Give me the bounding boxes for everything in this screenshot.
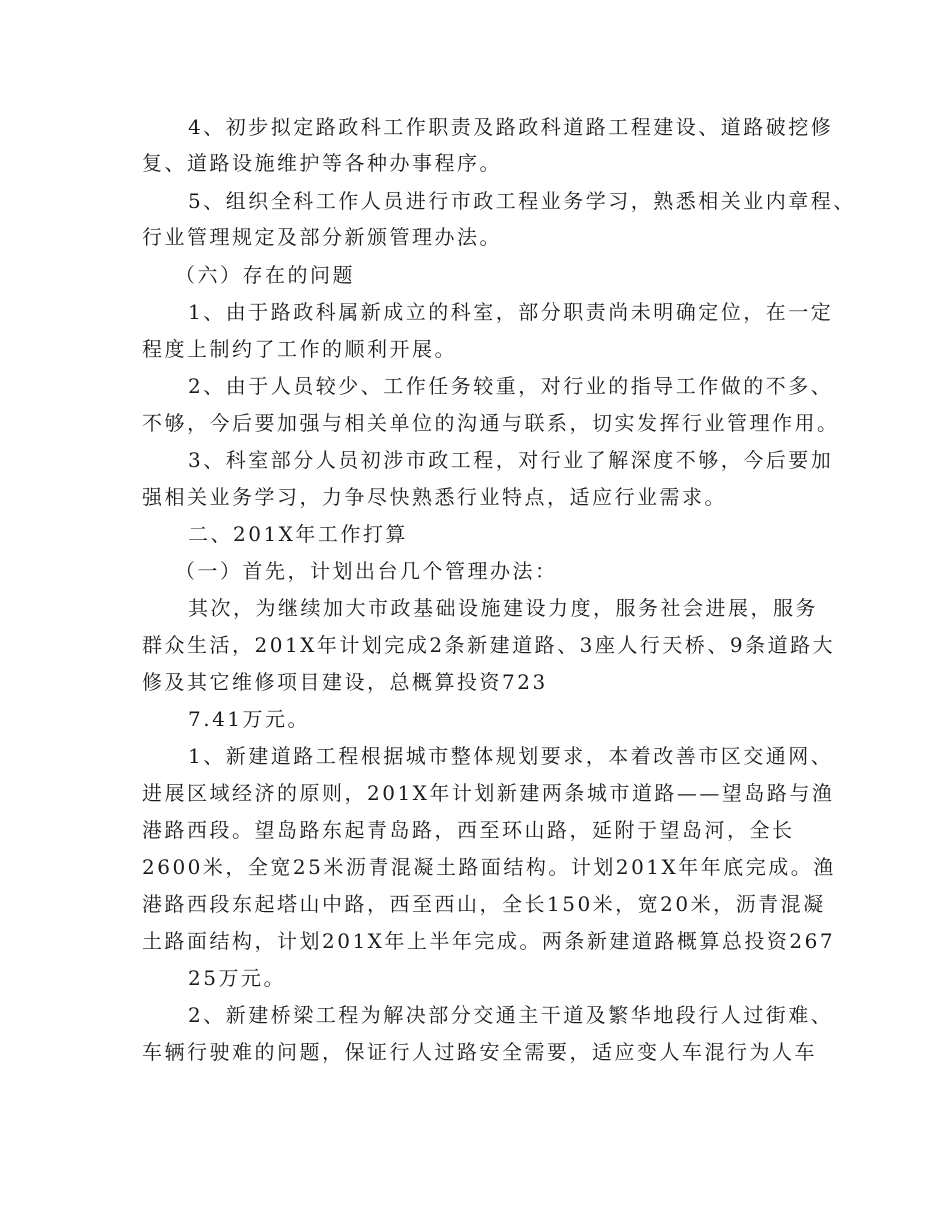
text-line: 2、新建桥梁工程为解决部分交通主干道及繁华地段行人过街难、 (188, 1003, 834, 1027)
text-line: 复、道路设施维护等各种办事程序。 (142, 151, 502, 175)
text-line: 程度上制约了工作的顺利开展。 (142, 337, 457, 361)
text-line: 车辆行驶难的问题，保证行人过路安全需要，适应变人车混行为人车 (142, 1040, 817, 1064)
text-line: 不够，今后要加强与相关单位的沟通与联系，切实发挥行业管理作用。 (142, 411, 840, 435)
section-heading: （六）存在的问题 (175, 263, 355, 287)
text-line: 4、初步拟定路政科工作职责及路政科道路工程建设、道路破挖修 (188, 115, 834, 139)
text-line: 5、组织全科工作人员进行市政工程业务学习，熟悉相关业内章程、 (188, 189, 856, 213)
text-line: 强相关业务学习，力争尽快熟悉行业特点，适应行业需求。 (142, 485, 727, 509)
text-line: 修及其它维修项目建设，总概算投资723 (142, 670, 548, 694)
text-line: 群众生活，201X年计划完成2条新建道路、3座人行天桥、9条道路大 (142, 633, 836, 657)
text-line: 土路面结构，计划201X年上半年完成。两条新建道路概算总投资267 (142, 929, 836, 953)
text-line: 行业管理规定及部分新颁管理办法。 (142, 225, 502, 249)
text-line: 25万元。 (188, 966, 286, 990)
text-line: 2600米，全宽25米沥青混凝土路面结构。计划201X年年底完成。渔 (142, 855, 836, 879)
text-line: 3、科室部分人员初涉市政工程，对行业了解深度不够，今后要加 (188, 448, 834, 472)
text-line: 1、由于路政科属新成立的科室，部分职责尚未明确定位，在一定 (188, 300, 834, 324)
text-line: 其次，为继续加大市政基础设施建设力度，服务社会进展，服务 (188, 596, 818, 620)
section-heading: （一）首先，计划出台几个管理办法： (175, 559, 558, 583)
text-line: 港路西段东起塔山中路，西至西山，全长150米，宽20米，沥青混凝 (142, 892, 826, 916)
section-heading: 二、201X年工作打算 (188, 522, 408, 546)
text-line: 7.41万元。 (188, 707, 311, 731)
text-line: 进展区域经济的原则，201X年计划新建两条城市道路——望岛路与渔 (142, 781, 835, 805)
text-line: 2、由于人员较少、工作任务较重，对行业的指导工作做的不多、 (188, 374, 834, 398)
text-line: 港路西段。望岛路东起青岛路，西至环山路，延附于望岛河，全长 (142, 818, 795, 842)
text-line: 1、新建道路工程根据城市整体规划要求，本着改善市区交通网、 (188, 744, 834, 768)
